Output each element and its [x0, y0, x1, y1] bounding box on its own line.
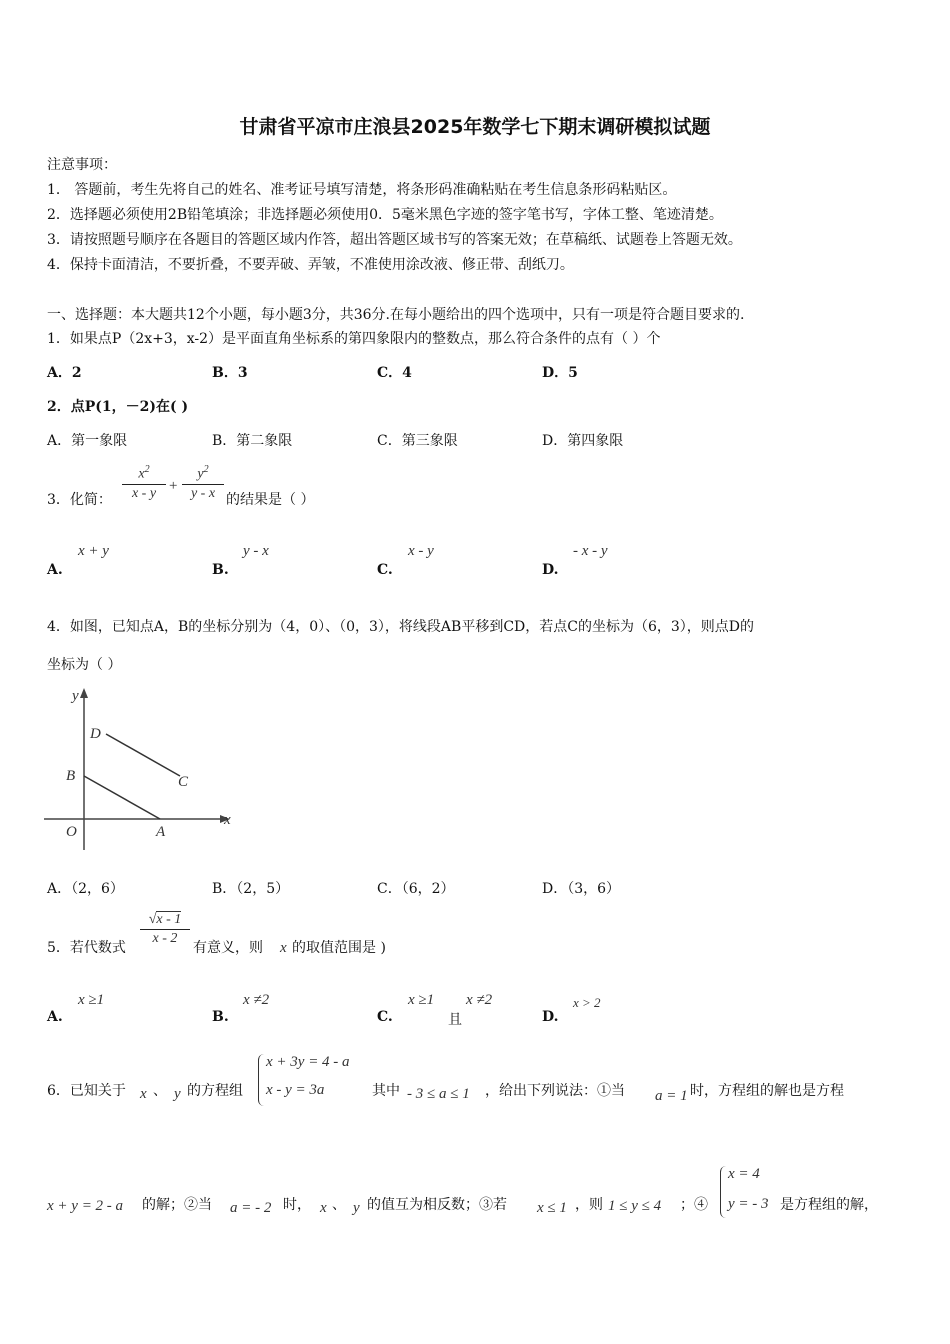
q3-fraction-1: $x^2$ x - y — [122, 464, 166, 502]
q6-line2-text-3: 的值互为相反数；③若 — [367, 1197, 507, 1213]
q6-line2-text-1: 的解；②当 — [142, 1197, 212, 1213]
q5-label-c: C. — [377, 1009, 393, 1025]
q5-mid: 有意义，则 — [193, 940, 263, 956]
q1-option-c: C．4 — [377, 365, 412, 381]
q6-condition-2: a = - 2 — [230, 1200, 272, 1216]
segment-ab — [84, 776, 160, 819]
q3-label-b: B. — [212, 562, 229, 578]
notice-item: 4．保持卡面清洁，不要折叠，不要弄破、弄皱，不准使用涂改液、修正带、刮纸刀。 — [47, 257, 574, 273]
q6-condition-4: 1 ≤ y ≤ 4 — [608, 1198, 662, 1214]
q3-fraction-2: $y^2$ y - x — [182, 464, 224, 502]
q3-option-b: y - x — [243, 543, 269, 559]
q2-option-a: A．第一象限 — [47, 433, 128, 449]
notice-heading: 注意事项： — [47, 157, 117, 173]
q3-label-a: A. — [47, 562, 63, 578]
q6-line2-text-5: ；④ — [680, 1197, 708, 1213]
q6-range: - 3 ≤ a ≤ 1 — [407, 1086, 470, 1102]
q3-option-d: - x - y — [573, 543, 608, 559]
q5-label-b: B. — [212, 1009, 229, 1025]
q6-line2-text-4: ，则 — [575, 1197, 603, 1213]
q4-option-c: C．（6，2） — [377, 881, 455, 897]
q4-stem-line1: 4．如图，已知点A，B的坐标分别为（4，0）、（0，3），将线段AB平移到CD，若点C的坐标为（6，3），则点D的 — [47, 619, 755, 635]
q6-solution-x: x = 4 — [728, 1166, 760, 1182]
q6-sep2: 、 — [332, 1197, 346, 1213]
q2-option-d: D．第四象限 — [542, 433, 624, 449]
q5-option-a: x ≥1 — [78, 992, 105, 1008]
q3-plus: + — [169, 478, 178, 494]
q6-equation-2: x - y = 3a — [266, 1082, 325, 1098]
section-heading: 一、选择题：本大题共12个小题，每小题3分，共36分.在每小题给出的四个选项中，只有一项是符合题目要求的. — [47, 307, 745, 323]
q6-line2-equation: x + y = 2 - a — [47, 1198, 124, 1214]
q6-condition-1: a = 1 — [655, 1088, 688, 1104]
label-o: O — [66, 824, 77, 840]
q6-mid2: 其中 — [372, 1083, 400, 1099]
q3-prefix: 3．化简： — [47, 492, 112, 508]
q6-equation-1: x + 3y = 4 - a — [266, 1054, 350, 1070]
q1-stem: 1．如果点P（2x+3，x-2）是平面直角坐标系的第四象限内的整数点，那么符合条件的点有（ ）个 — [47, 331, 661, 347]
q5-option-c-second: x ≠2 — [466, 992, 493, 1008]
q5-fraction: √x - 1 x - 2 — [140, 912, 190, 947]
q6-system-brace — [258, 1054, 265, 1106]
q3-label-d: D. — [542, 562, 559, 578]
label-y: y — [72, 688, 79, 704]
q2-option-c: C．第三象限 — [377, 433, 458, 449]
q6-line2-text-2: 时， — [283, 1197, 311, 1213]
label-b: B — [66, 768, 76, 784]
label-d: D — [90, 726, 101, 742]
q6-line2-text-6: 是方程组的解， — [780, 1197, 878, 1213]
q5-option-d: x > 2 — [573, 995, 601, 1010]
q6-mid3: ，给出下列说法：①当 — [485, 1083, 625, 1099]
q6-y2: y — [353, 1200, 360, 1216]
q5-variable: x — [280, 940, 287, 956]
segment-cd — [106, 734, 180, 776]
q3-label-c: C. — [377, 562, 393, 578]
q6-mid4: 时，方程组的解也是方程 — [690, 1083, 844, 1099]
label-c: C — [178, 774, 189, 790]
q5-label-d: D. — [542, 1009, 559, 1025]
q6-x: x — [140, 1086, 147, 1102]
notice-item: 3．请按照题号顺序在各题目的答题区域内作答，超出答题区域书写的答案无效；在草稿纸、试题卷上答题无效。 — [47, 232, 742, 248]
y-axis-arrow — [80, 688, 88, 698]
q2-stem: 2．点P(1，－2)在( ) — [47, 399, 189, 415]
q4-option-d: D．（3，6） — [542, 881, 621, 897]
page-title: 甘肃省平凉市庄浪县2025年数学七下期末调研模拟试题 — [239, 116, 711, 138]
notice-item: 2．选择题必须使用2B铅笔填涂；非选择题必须使用0．5毫米黑色字迹的签字笔书写，字体工整、笔迹清楚。 — [47, 207, 723, 223]
q6-mid1: 的方程组 — [187, 1083, 243, 1099]
notice-item: 1． 答题前，考生先将自己的姓名、准考证号填写清楚，将条形码准确粘贴在考生信息条形码粘贴区。 — [47, 182, 677, 198]
q1-option-b: B．3 — [212, 365, 248, 381]
q3-option-a: x + y — [78, 543, 109, 559]
q5-option-c-and: 且 — [448, 1012, 462, 1028]
q6-x2: x — [320, 1200, 327, 1216]
label-a: A — [156, 824, 166, 840]
q5-option-b: x ≠2 — [243, 992, 270, 1008]
q4-figure — [40, 684, 240, 856]
q6-prefix: 6．已知关于 — [47, 1083, 126, 1099]
q4-stem-line2: 坐标为（ ） — [47, 657, 122, 673]
q1-option-a: A．2 — [47, 365, 82, 381]
q5-option-c: x ≥1 — [408, 992, 435, 1008]
q6-sep: 、 — [153, 1083, 167, 1099]
label-x: x — [224, 812, 231, 828]
q1-option-d: D．5 — [542, 365, 578, 381]
q4-option-b: B．（2，5） — [212, 881, 290, 897]
q3-suffix: 的结果是（ ） — [226, 492, 315, 508]
q2-option-b: B．第二象限 — [212, 433, 293, 449]
q5-suffix: 的取值范围是 ) — [292, 940, 386, 956]
q6-solution-brace — [720, 1166, 727, 1218]
q3-option-c: x - y — [408, 543, 434, 559]
q5-prefix: 5．若代数式 — [47, 940, 126, 956]
q6-condition-3: x ≤ 1 — [537, 1200, 567, 1216]
q6-solution-y: y = - 3 — [728, 1196, 769, 1212]
q4-option-a: A．（2，6） — [47, 881, 124, 897]
q5-label-a: A. — [47, 1009, 63, 1025]
q6-y: y — [174, 1086, 181, 1102]
